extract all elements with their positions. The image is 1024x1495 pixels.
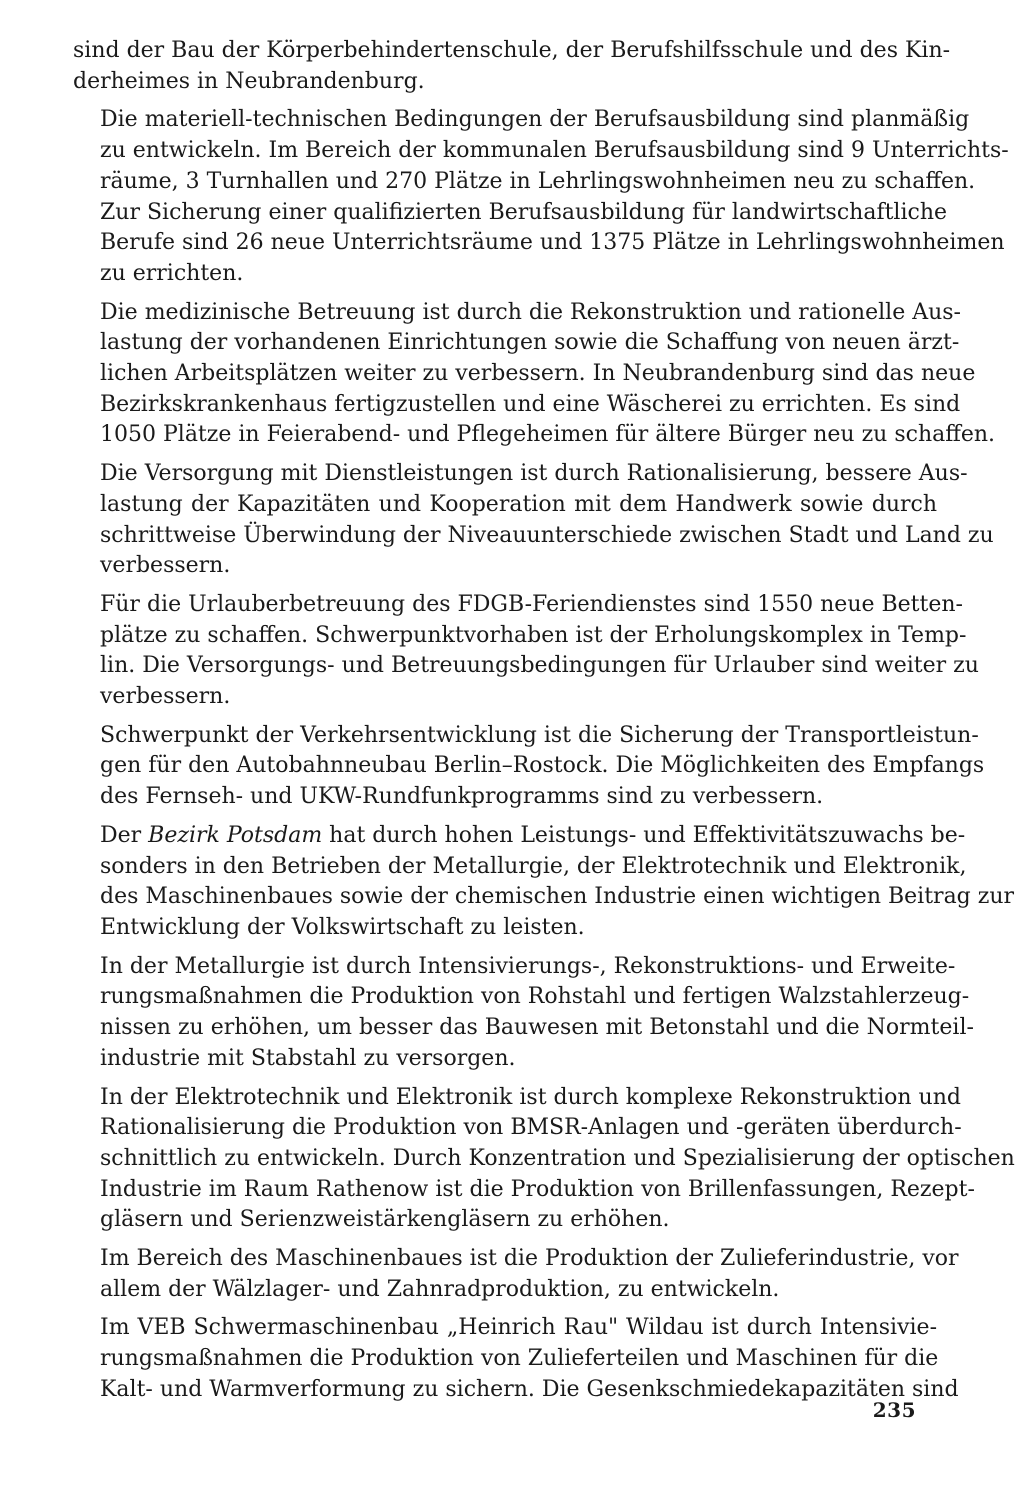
text-line: Entwicklung der Volkswirtschaft zu leisten. [100,914,585,940]
text-line: Berufe sind 26 neue Unterrichtsräume und 1375 Plätze in Lehrlingswohnheimen [100,230,1005,256]
text-line: Zur Sicherung einer qualifizierten Berufsausbildung für landwirtschaftliche [100,199,948,225]
paragraph [73,298,996,452]
text-line: In der Elektrotechnik und Elektronik ist durch komplexe Rekonstruktion und [100,1084,961,1110]
text-line: Im Bereich des Maschinenbaues ist die Produktion der Zulieferindustrie, vor [100,1246,959,1272]
text-line: Die materiell-technischen Bedingungen der Berufsausbildung sind planmäßig [100,107,970,133]
text-line: lastung der vorhandenen Einrichtungen sowie die Schaffung von neuen ärzt- [100,330,960,356]
text-line: gläsern und Serienzweistärkengläsern zu erhöhen. [100,1207,670,1233]
paragraph [73,721,985,813]
text-line: Die medizinische Betreuung ist durch die Rekonstruktion und rationelle Aus- [100,299,961,325]
text-line: Die Versorgung mit Dienstleistungen ist durch Rationalisierung, bessere Aus- [100,461,968,487]
text-line: Der Bezirk Potsdam hat durch hohen Leistungs- und Effektivitätszuwachs be- [100,822,966,848]
text-line: gen für den Autobahnneubau Berlin–Rostock. Die Möglichkeiten des Empfangs [100,753,985,779]
text-line: allem der Wälzlager- und Zahnradproduktion, zu entwickeln. [100,1276,780,1302]
text-line: schnittlich zu entwickeln. Durch Konzentration und Spezialisierung der optischen [100,1145,1015,1171]
text-line: Schwerpunkt der Verkehrsentwicklung ist die Sicherung der Transportleistun- [100,722,979,748]
text-line: zu errichten. [100,260,244,286]
document-page [73,36,1015,1406]
text-line: 1050 Plätze in Feierabend- und Pflegeheimen für ältere Bürger neu zu schaffen. [100,422,996,448]
text-line: derheimes in Neubrandenburg. [73,68,425,94]
paragraph [73,952,974,1075]
paragraph [73,1244,959,1305]
text-line: rungsmaßnahmen die Produktion von Zulieferteilen und Maschinen für die [100,1346,939,1372]
text-line: zu entwickeln. Im Bereich der kommunalen Berufsausbildung sind 9 Unterrichts- [100,138,1009,164]
paragraph [73,36,951,97]
paragraph [73,821,1015,944]
text-line: In der Metallurgie ist durch Intensivierungs-, Rekonstruktions- und Erweite- [100,953,956,979]
text-line: des Fernseh- und UKW-Rundfunkprogramms sind zu verbessern. [100,784,824,810]
text-line: lastung der Kapazitäten und Kooperation mit dem Handwerk sowie durch [100,491,937,517]
text-line: schrittweise Überwindung der Niveauunterschiede zwischen Stadt und Land zu [100,522,994,548]
paragraph [73,1313,959,1405]
emphasis: Bezirk Potsdam [148,822,323,848]
text-line: räume, 3 Turnhallen und 270 Plätze in Lehrlingswohnheimen neu zu schaffen. [100,168,976,194]
text-line: Rationalisierung die Produktion von BMSR-Anlagen und -geräten überdurch- [100,1115,962,1141]
paragraph [73,590,979,713]
text-line: rungsmaßnahmen die Produktion von Rohstahl und fertigen Walzstahlerzeug- [100,984,970,1010]
text-line: sind der Bau der Körperbehindertenschule, der Berufshilfsschule und des Kin- [73,38,951,63]
text-line: Industrie im Raum Rathenow ist die Produktion von Brillenfassungen, Rezept- [100,1176,975,1202]
paragraph [73,459,994,582]
text-line: lin. Die Versorgungs- und Betreuungsbedingungen für Urlauber sind weiter zu [100,653,979,679]
paragraph [73,105,1009,289]
text-line: plätze zu schaffen. Schwerpunktvorhaben ist der Erholungskomplex in Temp- [100,622,967,648]
text-line: lichen Arbeitsplätzen weiter zu verbessern. In Neubrandenburg sind das neue [100,361,976,387]
text-line: Kalt- und Warmverformung zu sichern. Die Gesenkschmiedekapazitäten sind [100,1376,959,1402]
text-line: Im VEB Schwermaschinenbau „Heinrich Rau" Wildau ist durch Intensivie- [100,1315,937,1341]
text-line: sonders in den Betrieben der Metallurgie, der Elektrotechnik und Elektronik, [100,853,967,879]
paragraph [73,1083,1015,1237]
text-line: des Maschinenbaues sowie der chemischen Industrie einen wichtigen Beitrag zur [100,884,1015,910]
text-line: nissen zu erhöhen, um besser das Bauwesen mit Betonstahl und die Normteil- [100,1015,974,1041]
text-line: industrie mit Stabstahl zu versorgen. [100,1045,516,1071]
page-number: 235 [872,1398,916,1422]
text-line: Bezirkskrankenhaus fertigzustellen und eine Wäscherei zu errichten. Es sind [100,391,961,417]
text-line: verbessern. [100,553,231,579]
text-line: verbessern. [100,684,231,710]
text-line: Für die Urlauberbetreuung des FDGB-Feriendienstes sind 1550 neue Betten- [100,591,963,617]
